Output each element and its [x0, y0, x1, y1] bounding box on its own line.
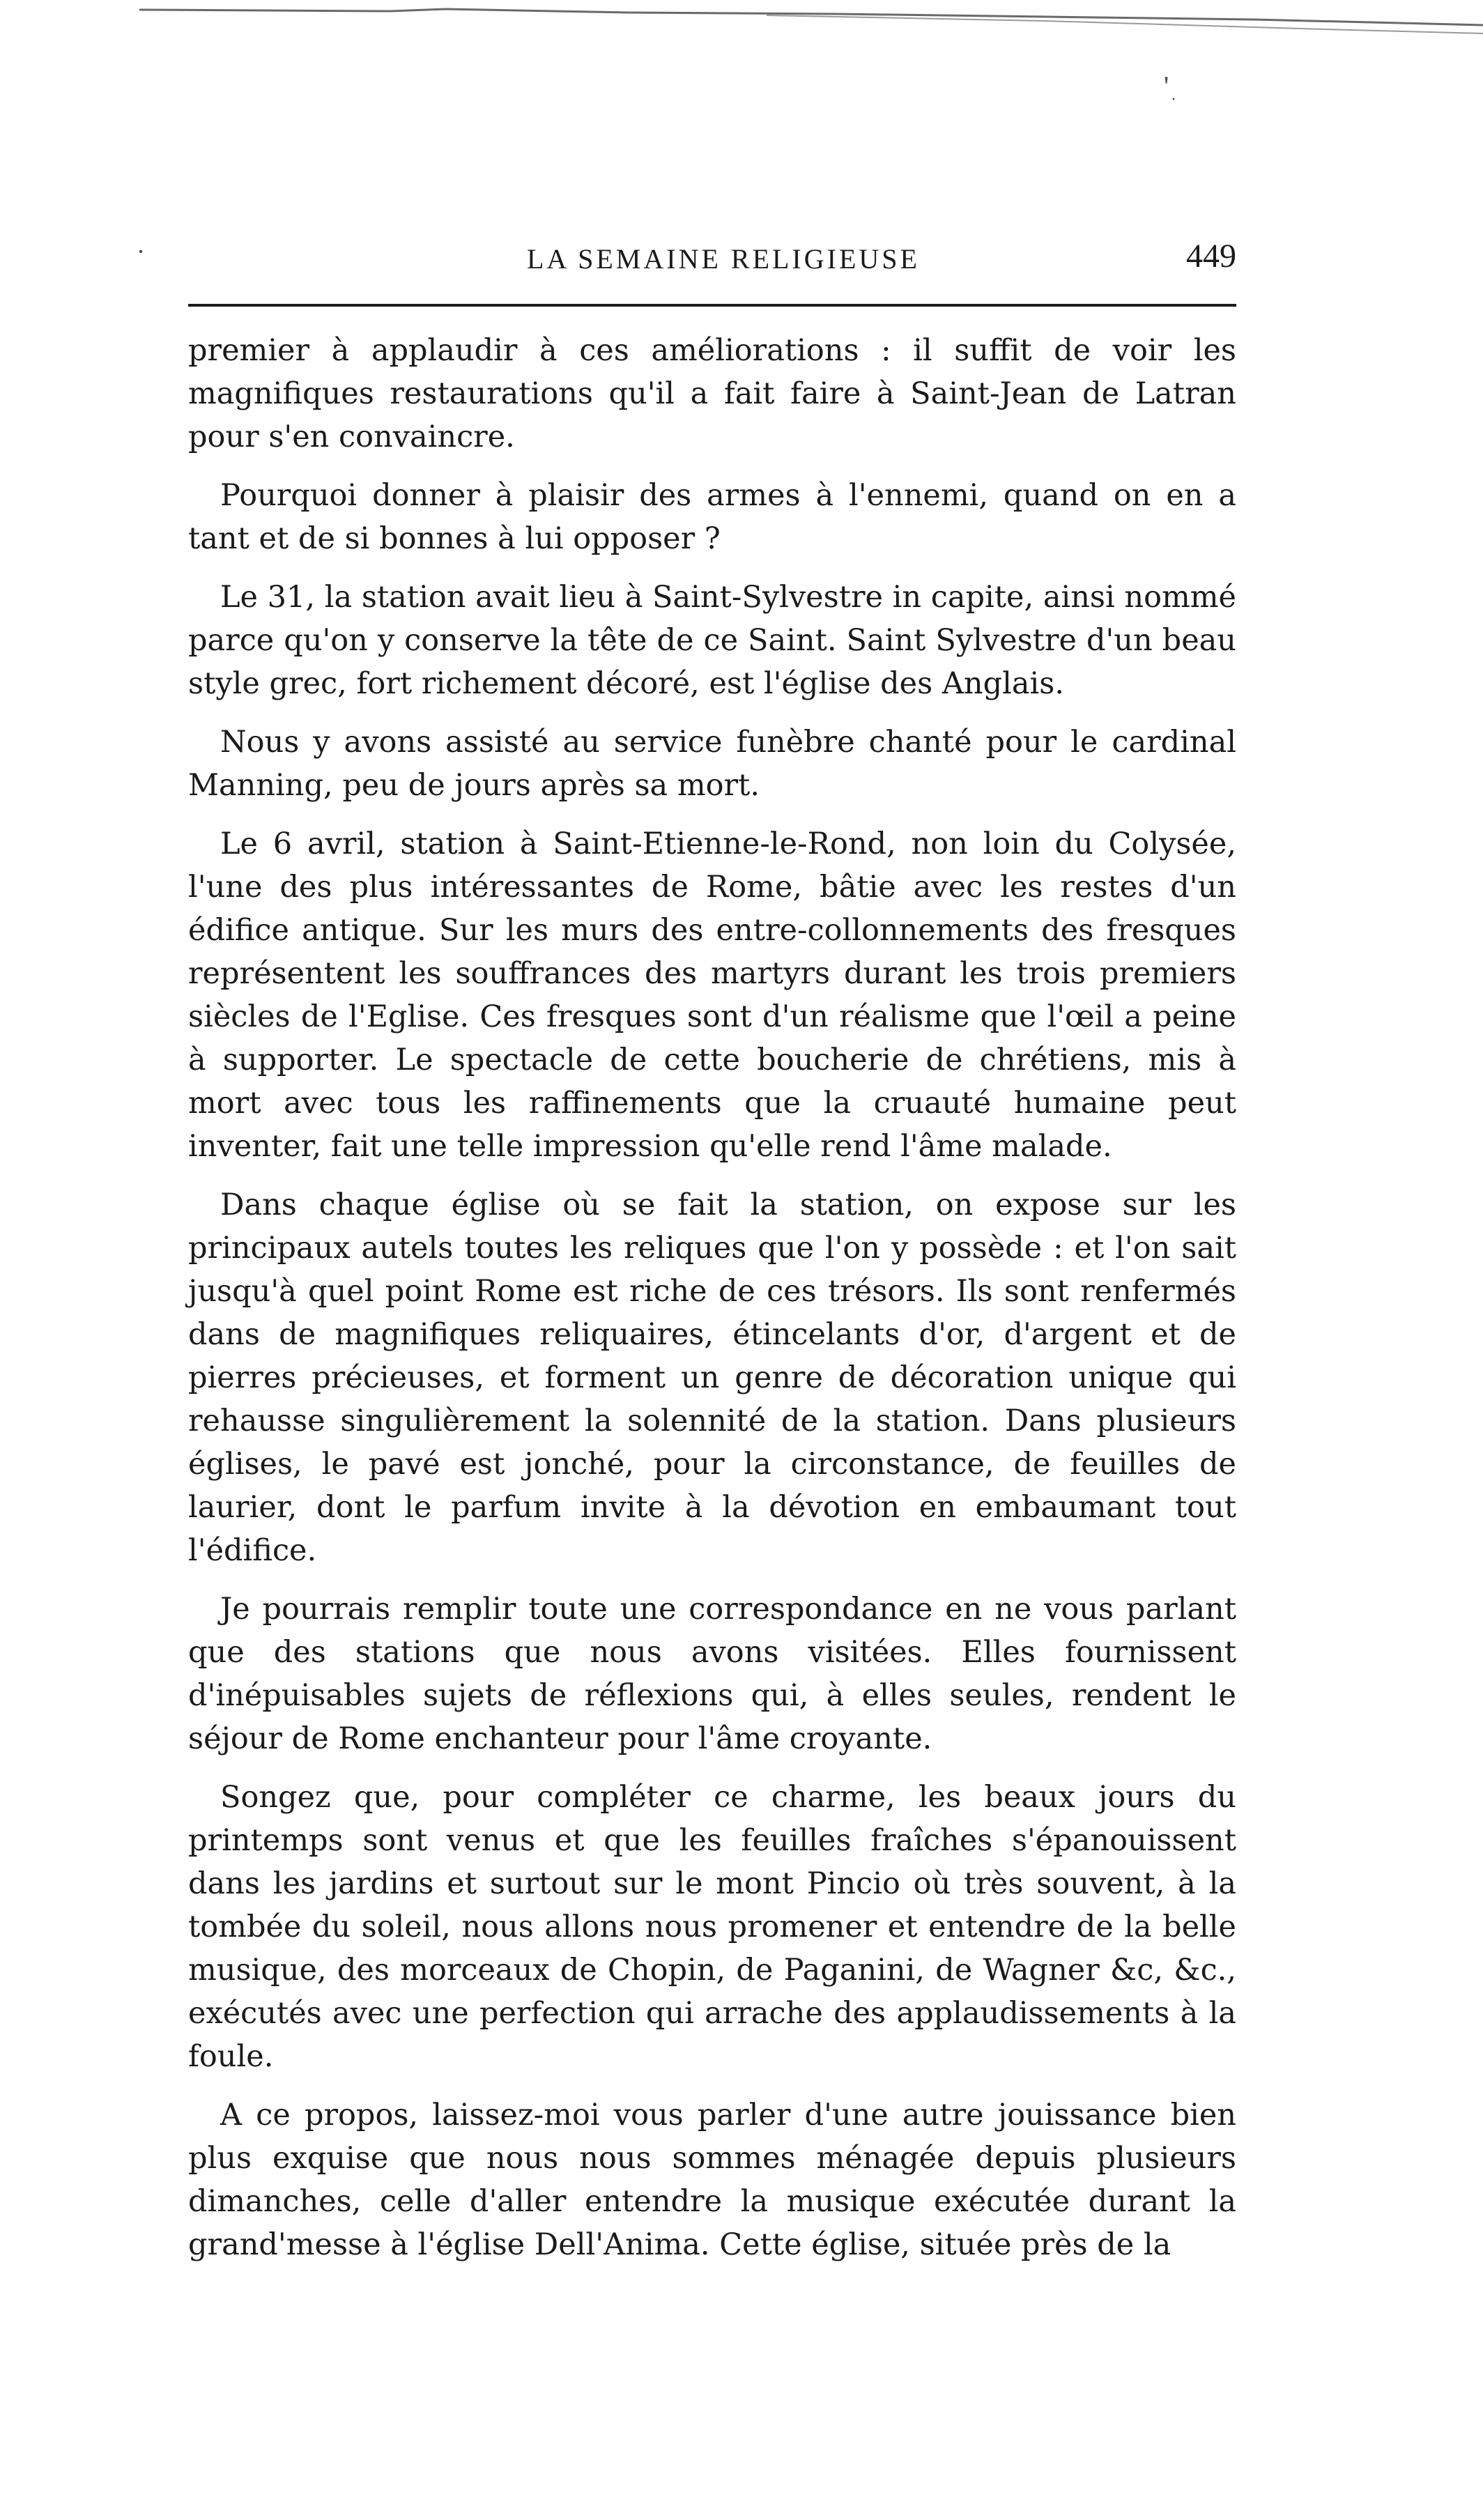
stray-ink-mark: ' — [1164, 70, 1169, 102]
paragraph: Nous y avons assisté au service funèbre chanté pour le cardinal Manning, peu de jours après sa mort. — [188, 725, 1236, 803]
paragraph: Le 6 avril, station à Saint-Etienne-le-Rond, non loin du Colysée, l'une des plus intéressantes de Rome, bâtie avec les restes d'un édifice antique. Sur les murs des entre-collonnements des fresques représentent les souffrances des martyrs durant les trois premiers siècles de l'Eglise. Ces fresques sont d'un réalisme que l'œil a peine à supporter. Le spectacle de cette boucherie de chrétiens, mis à mort avec tous les raffinements que la cruauté humaine peut inventer, fait une telle impression qu'elle rend l'âme malade. — [188, 827, 1236, 1164]
paragraph: premier à applaudir à ces améliorations : il suffit de voir les magnifiques restaurations qu'il a fait faire à Saint-Jean de Latran pour s'en convaincre. — [188, 333, 1236, 454]
page-number: 449 — [1186, 238, 1236, 275]
running-title: LA SEMAINE RELIGIEUSE — [527, 243, 920, 275]
page-header — [192, 237, 1236, 279]
header-rule — [188, 304, 1236, 307]
paragraph: Le 31, la station avait lieu à Saint-Sylvestre in capite, ainsi nommé parce qu'on y conserve la tête de ce Saint. Saint Sylvestre d'un beau style grec, fort richement décoré, est l'église des Anglais. — [188, 580, 1236, 701]
stray-ink-mark: · — [137, 238, 145, 266]
paragraph: Songez que, pour compléter ce charme, les beaux jours du printemps sont venus et que les feuilles fraîches s'épanouissent dans les jardins et surtout sur le mont Pincio où très souvent, à la tombée du soleil, nous allons nous promener et entendre de la belle musique, des morceaux de Chopin, de Paganini, de Wagner &c, &c., exécutés avec une perfection qui arrache des applaudissements à la foule. — [188, 1780, 1236, 2074]
paragraph: Pourquoi donner à plaisir des armes à l'ennemi, quand on en a tant et de si bonnes à lui opposer ? — [188, 478, 1236, 556]
scan-top-edge — [0, 7, 1483, 35]
paragraph: Je pourrais remplir toute une correspondance en ne vous parlant que des stations que nous avons visitées. Elles fournissent d'inépuisables sujets de réflexions qui, à elles seules, rendent le séjour de Rome enchanteur pour l'âme croyante. — [188, 1592, 1236, 1756]
paragraph: A ce propos, laissez-moi vous parler d'une autre jouissance bien plus exquise que nous nous sommes ménagée depuis plusieurs dimanches, celle d'aller entendre la musique exécutée durant la grand'messe à l'église Dell'Anima. Cette église, située près de la — [188, 2098, 1236, 2262]
paragraph: Dans chaque église où se fait la station, on expose sur les principaux autels toutes les reliques que l'on y possède : et l'on sait jusqu'à quel point Rome est riche de ces trésors. Ils sont renfermés dans de magnifiques reliquaires, étincelants d'or, d'argent et de pierres précieuses, et forment un genre de décoration unique qui rehausse singulièrement la solennité de la station. Dans plusieurs églises, le pavé est jonché, pour la circonstance, de feuilles de laurier, dont le parfum invite à la dévotion en embaumant tout l'édifice. — [188, 1188, 1236, 1568]
body-text — [188, 329, 1236, 2282]
stray-ink-mark: · — [1171, 91, 1176, 109]
